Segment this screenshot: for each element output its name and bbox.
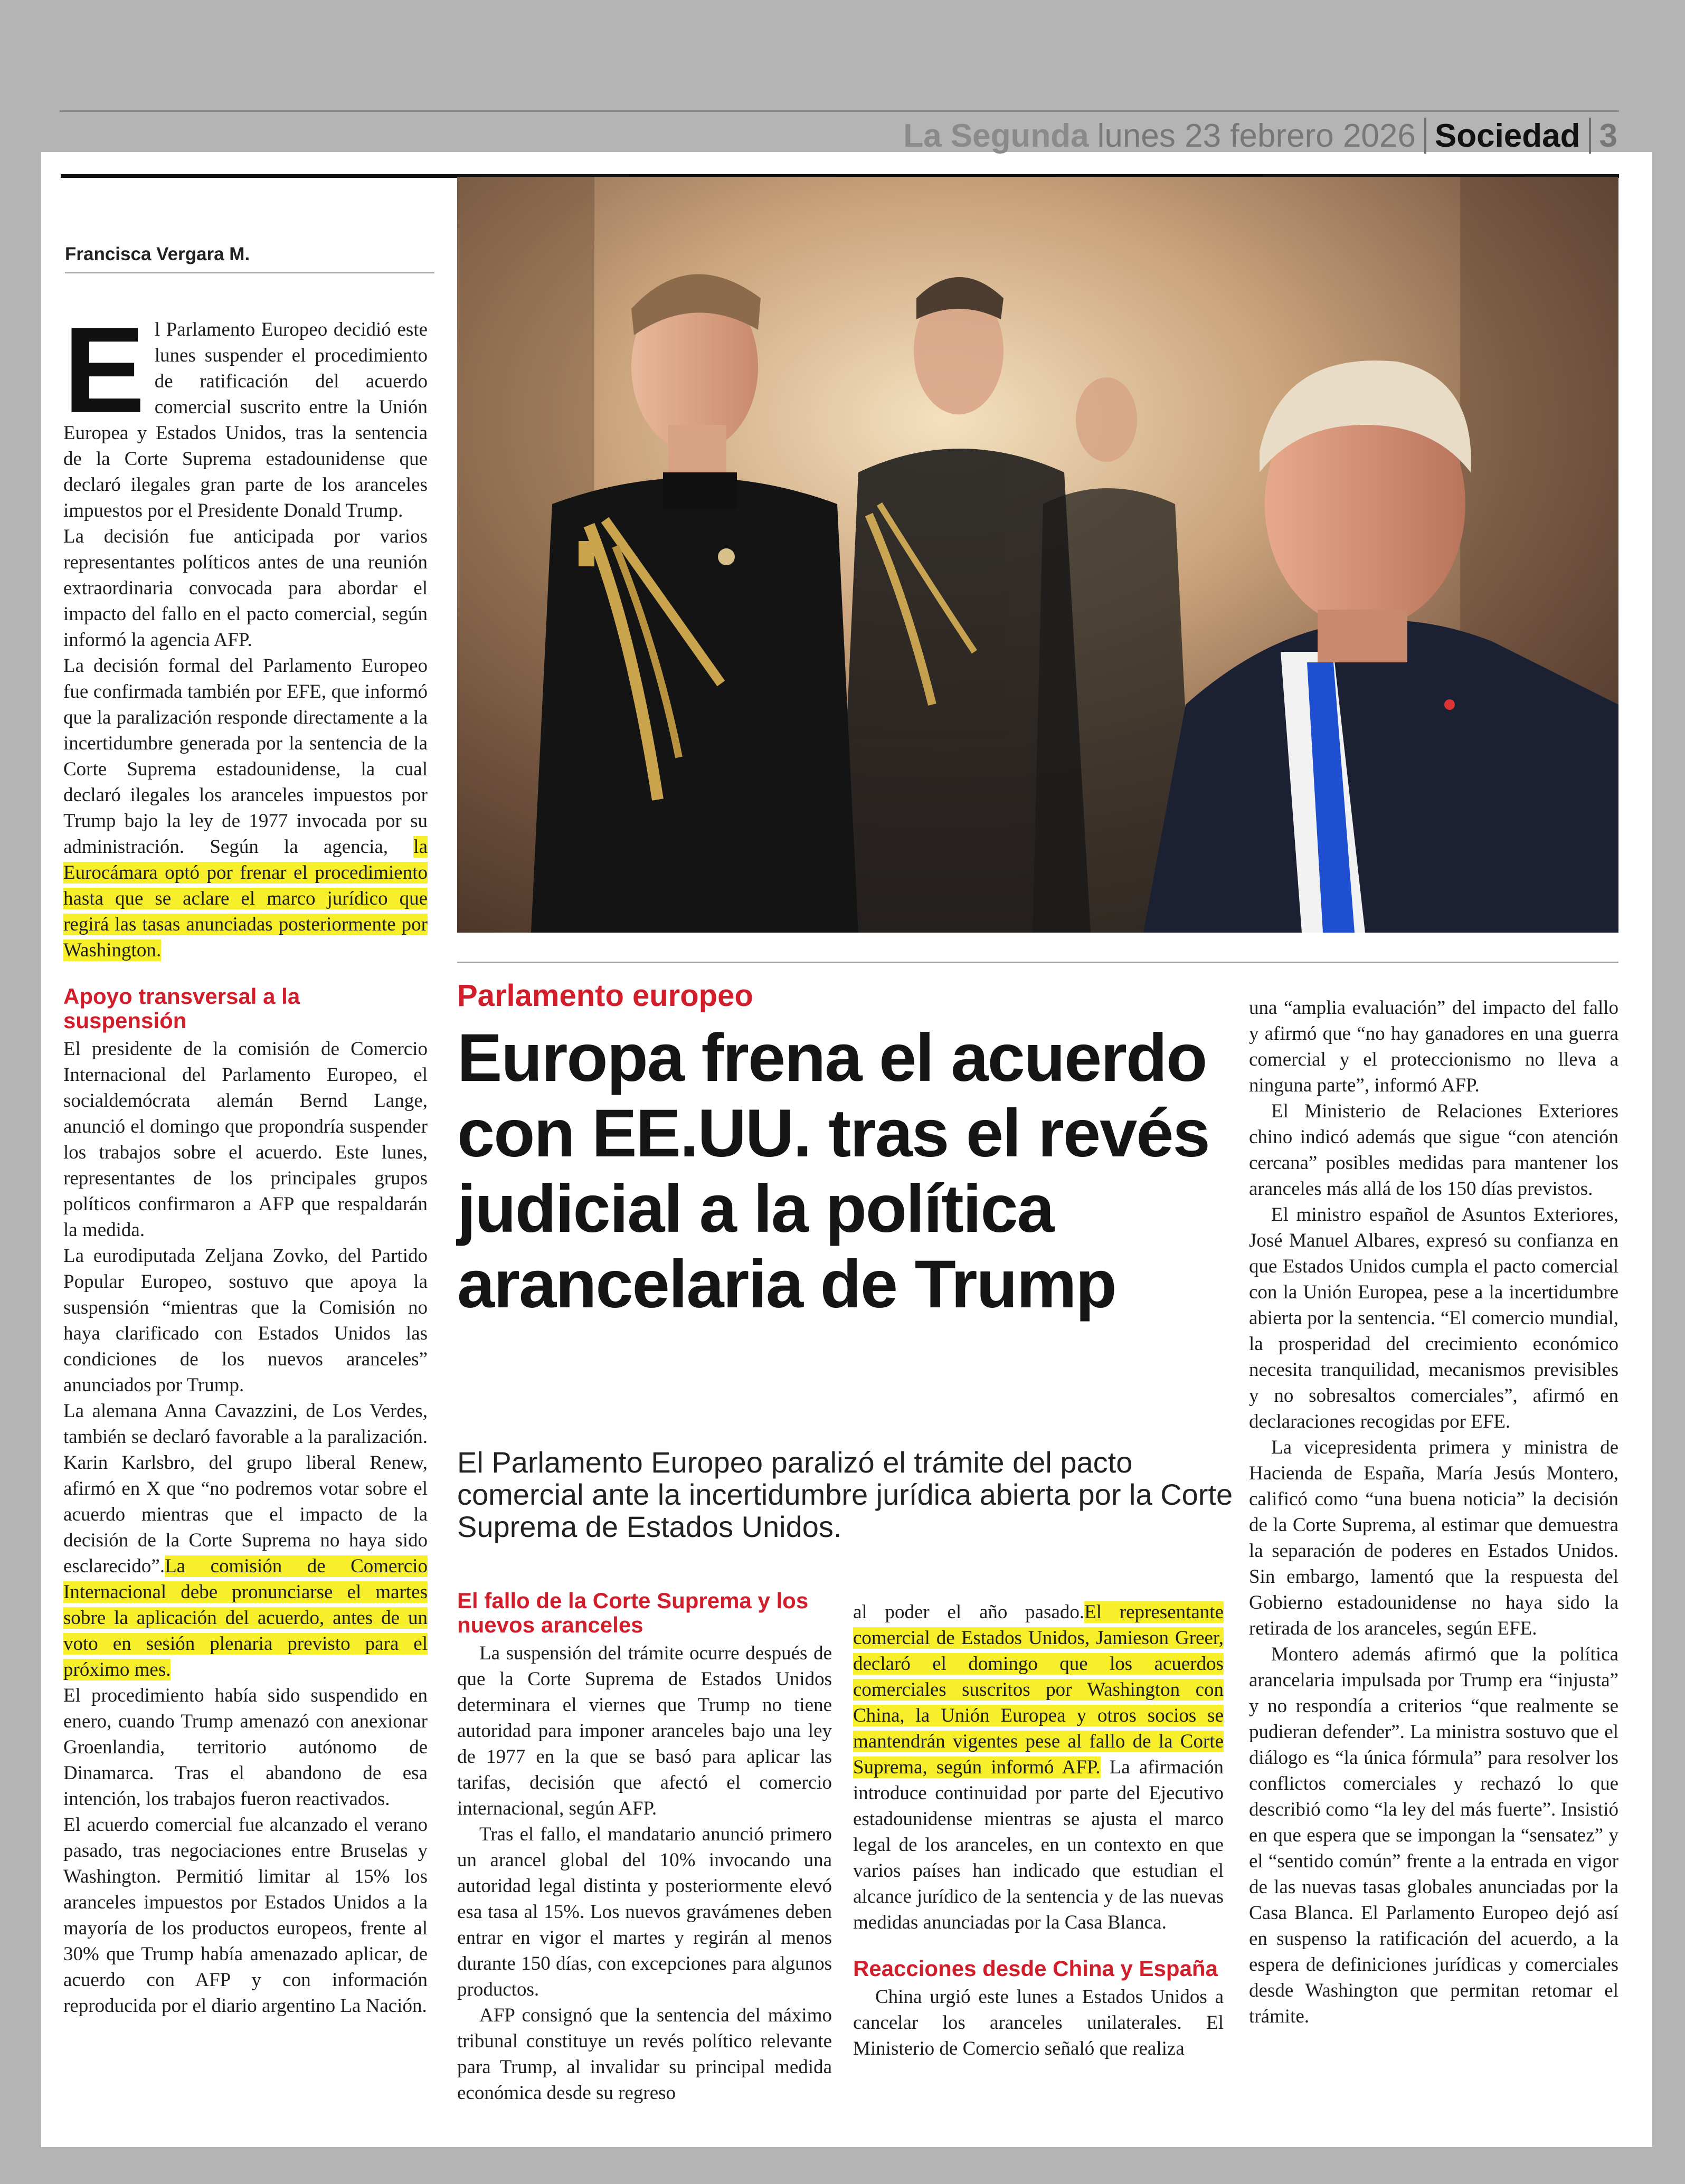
highlighted-text: la Eurocámara optó por frenar el procedimiento hasta que se aclare el marco jurídico que regirá las tasas anunciadas posteriormente por Washington. (63, 836, 428, 961)
article-column-4 (1249, 995, 1618, 2029)
photo-illustration (457, 177, 1618, 933)
highlighted-text: El representante comercial de Estados Unidos, Jamieson Greer, declaró el domingo que los acuerdos comerciales suscritos por Washington con China, la Unión Europea y otros socios se mantendrán vigentes pese al fallo de la Corte Suprema, según informó AFP. (853, 1601, 1224, 1778)
newspaper-brand: La Segunda (903, 117, 1089, 154)
page-number: 3 (1599, 117, 1617, 154)
highlighted-text: La comisión de Comercio Internacional debe pronunciarse el martes sobre la aplicación del acuerdo, antes de un voto en sesión plenaria previsto para el próximo mes. (63, 1555, 428, 1680)
masthead-separator (1589, 118, 1591, 154)
article-column-1 (63, 302, 428, 2019)
paragraph: Montero además afirmó que la política arancelaria impulsada por Trump era “injusta” y no respondía a criterios “que realmente se pudieran defender”. La ministra sostuvo que el diálogo es “la única fórmula” para resolver los conflictos comerciales y rechazó lo que describió como “la ley del más fuerte”. Insistió en que espera que se impongan la “sensatez” y el “sentido común” frente a la entrada en vigor de las nuevas tasas globales anunciadas por la Casa Blanca. El Parlamento Europeo dejó así en suspenso la ratificación del acuerdo, a la espera de definiciones jurídicas y comerciales desde Washington que permitan retomar el trámite. (1249, 1644, 1618, 2027)
photo-divider (457, 962, 1618, 963)
paragraph: El Ministerio de Relaciones Exteriores chino indicó además que sigue “con atención cercana” posibles medidas para mantener los aranceles más allá de los 150 días previstos. (1249, 1100, 1618, 1200)
top-border-line (60, 110, 1619, 112)
paragraph (853, 1599, 1224, 1935)
article-column-2 (457, 1589, 832, 2106)
masthead-separator (1424, 118, 1426, 154)
paragraph: El ministro español de Asuntos Exteriores, José Manuel Albares, expresó su confianza en que Estados Unidos cumpla el pacto comercial con la Unión Europea, pese a la incertidumbre abierta por la sentencia. “El comercio mundial, la prosperidad del crecimiento económico necesita tranquilidad, mecanismos previsibles y no sobresaltos comerciales”, afirmó en declaraciones recogidas por EFE. (1249, 1204, 1618, 1432)
paragraph-text: La alemana Anna Cavazzini, de Los Verdes, también se declaró favorable a la paralización. Karin Karlsbro, del grupo liberal Renew, afirmó en X que “no podremos votar sobre el acuerdo mientras que el impacto de la decisión de la Corte Suprema no haya sido esclarecido”. (63, 1400, 428, 1577)
paragraph-text: l Parlamento Europeo decidió este lunes suspender el procedimiento de ratificación del acuerdo comercial suscrito entre la Unión Europea y Estados Unidos, tras la sentencia de la Corte Suprema estadounidense que declaró ilegales gran parte de los aranceles impuestos por el Presidente Donald Trump. (63, 319, 428, 521)
article-column-3 (853, 1599, 1224, 2062)
drop-cap: E (63, 302, 145, 439)
paragraph: El presidente de la comisión de Comercio Internacional del Parlamento Europeo, el socialdemócrata alemán Bernd Lange, anunció el domingo que propondría suspender los trabajos sobre el acuerdo. Este lunes, representantes de los principales grupos políticos confirmaron a AFP que respaldarán la medida. (63, 1038, 428, 1241)
subheading: El fallo de la Corte Suprema y los nuevos aranceles (457, 1588, 809, 1637)
paragraph: La decisión fue anticipada por varios representantes políticos antes de una reunión extraordinaria convocada para abordar el impacto del fallo en el pacto comercial, según informó la agencia AFP. (63, 526, 428, 651)
paragraph-text: La decisión formal del Parlamento Europeo fue confirmada también por EFE, que informó que la paralización responde directamente a la incertidumbre generada por la sentencia de la Corte Suprema estadounidense, la cual declaró ilegales los aranceles impuestos por Trump bajo la ley de 1977 invocada por su administración. Según la agencia, (63, 655, 428, 858)
paragraph: La eurodiputada Zeljana Zovko, del Partido Popular Europeo, sostuvo que apoya la suspensión “mientras que la Comisión no haya clarificado con Estados Unidos las condiciones de los nuevos aranceles” anunciados por Trump. (63, 1245, 428, 1396)
article-headline: Europa frena el acuerdo con EE.UU. tras el revés judicial a la política arancelaria de Trump (457, 1020, 1209, 1322)
section-name: Sociedad (1434, 117, 1580, 154)
paragraph (63, 653, 428, 963)
lead-paragraph (63, 302, 428, 524)
paragraph: una “amplia evaluación” del impacto del fallo y afirmó que “no hay ganadores en una guerra comercial y el proteccionismo no lleva a ninguna parte”, informó AFP. (1249, 997, 1618, 1096)
article-deck: El Parlamento Europeo paralizó el trámite del pacto comercial ante la incertidumbre jurídica abierta por la Corte Suprema de Estados Unidos. (457, 1446, 1233, 1543)
paragraph-text: al poder el año pasado. (853, 1601, 1085, 1623)
paragraph: El procedimiento había sido suspendido en enero, cuando Trump amenazó con anexionar Groenlandia, territorio autónomo de Dinamarca. Tras el abandono de esa intención, los trabajos fueron reactivados. (63, 1685, 428, 1810)
paragraph (63, 1398, 428, 1683)
article-kicker: Parlamento europeo (457, 979, 753, 1013)
subheading: Reacciones desde China y España (853, 1956, 1218, 1981)
paragraph: La suspensión del trámite ocurre después de que la Corte Suprema de Estados Unidos determinara el viernes que Trump no tiene autoridad para imponer aranceles bajo una ley de 1977 en la que se basó para aplicar las tarifas, decisión que afectó el comercio internacional, según AFP. (457, 1642, 832, 1819)
lead-photo (457, 177, 1618, 933)
paragraph: El acuerdo comercial fue alcanzado el verano pasado, tras negociaciones entre Bruselas y Washington. Permitió limitar al 15% los aranceles impuestos por Estados Unidos a la mayoría de los productos europeos, frente al 30% que Trump había amenazado aplicar, de acuerdo con AFP y con información reproducida por el diario argentino La Nación. (63, 1814, 428, 2017)
paragraph: AFP consignó que la sentencia del máximo tribunal constituye un revés político relevante para Trump, al invalidar su principal medida económica desde su regreso (457, 2005, 832, 2104)
paragraph: La vicepresidenta primera y ministra de Hacienda de España, María Jesús Montero, calificó como “una buena noticia” la decisión de la Corte Suprema, al estimar que demuestra la separación de poderes en Estados Unidos. Sin embargo, lamentó que la respuesta del Gobierno estadounidense no haya sido la retirada de los aranceles, según EFE. (1249, 1437, 1618, 1639)
author-byline: Francisca Vergara M. (65, 244, 434, 273)
paragraph: Tras el fallo, el mandatario anunció primero un arancel global del 10% invocando una autoridad legal distinta y posteriormente elevó esa tasa al 15%. Los nuevos gravámenes deben entrar en vigor el martes y regirán al menos durante 150 días, con excepciones para algunos productos. (457, 1824, 832, 2000)
subheading: Apoyo transversal a la suspensión (63, 984, 300, 1033)
paragraph-text: La afirmación introduce continuidad por parte del Ejecutivo estadounidense mientras se ajusta el marco legal de los aranceles, en un contexto en que varios países han indicado que estudian el alcance jurídico de la sentencia y de las nuevas medidas anunciadas por la Casa Blanca. (853, 1756, 1224, 1933)
masthead (903, 117, 1617, 154)
paragraph: China urgió este lunes a Estados Unidos a cancelar los aranceles unilaterales. El Ministerio de Comercio señaló que realiza (853, 1986, 1224, 2059)
issue-date: lunes 23 febrero 2026 (1097, 117, 1416, 154)
